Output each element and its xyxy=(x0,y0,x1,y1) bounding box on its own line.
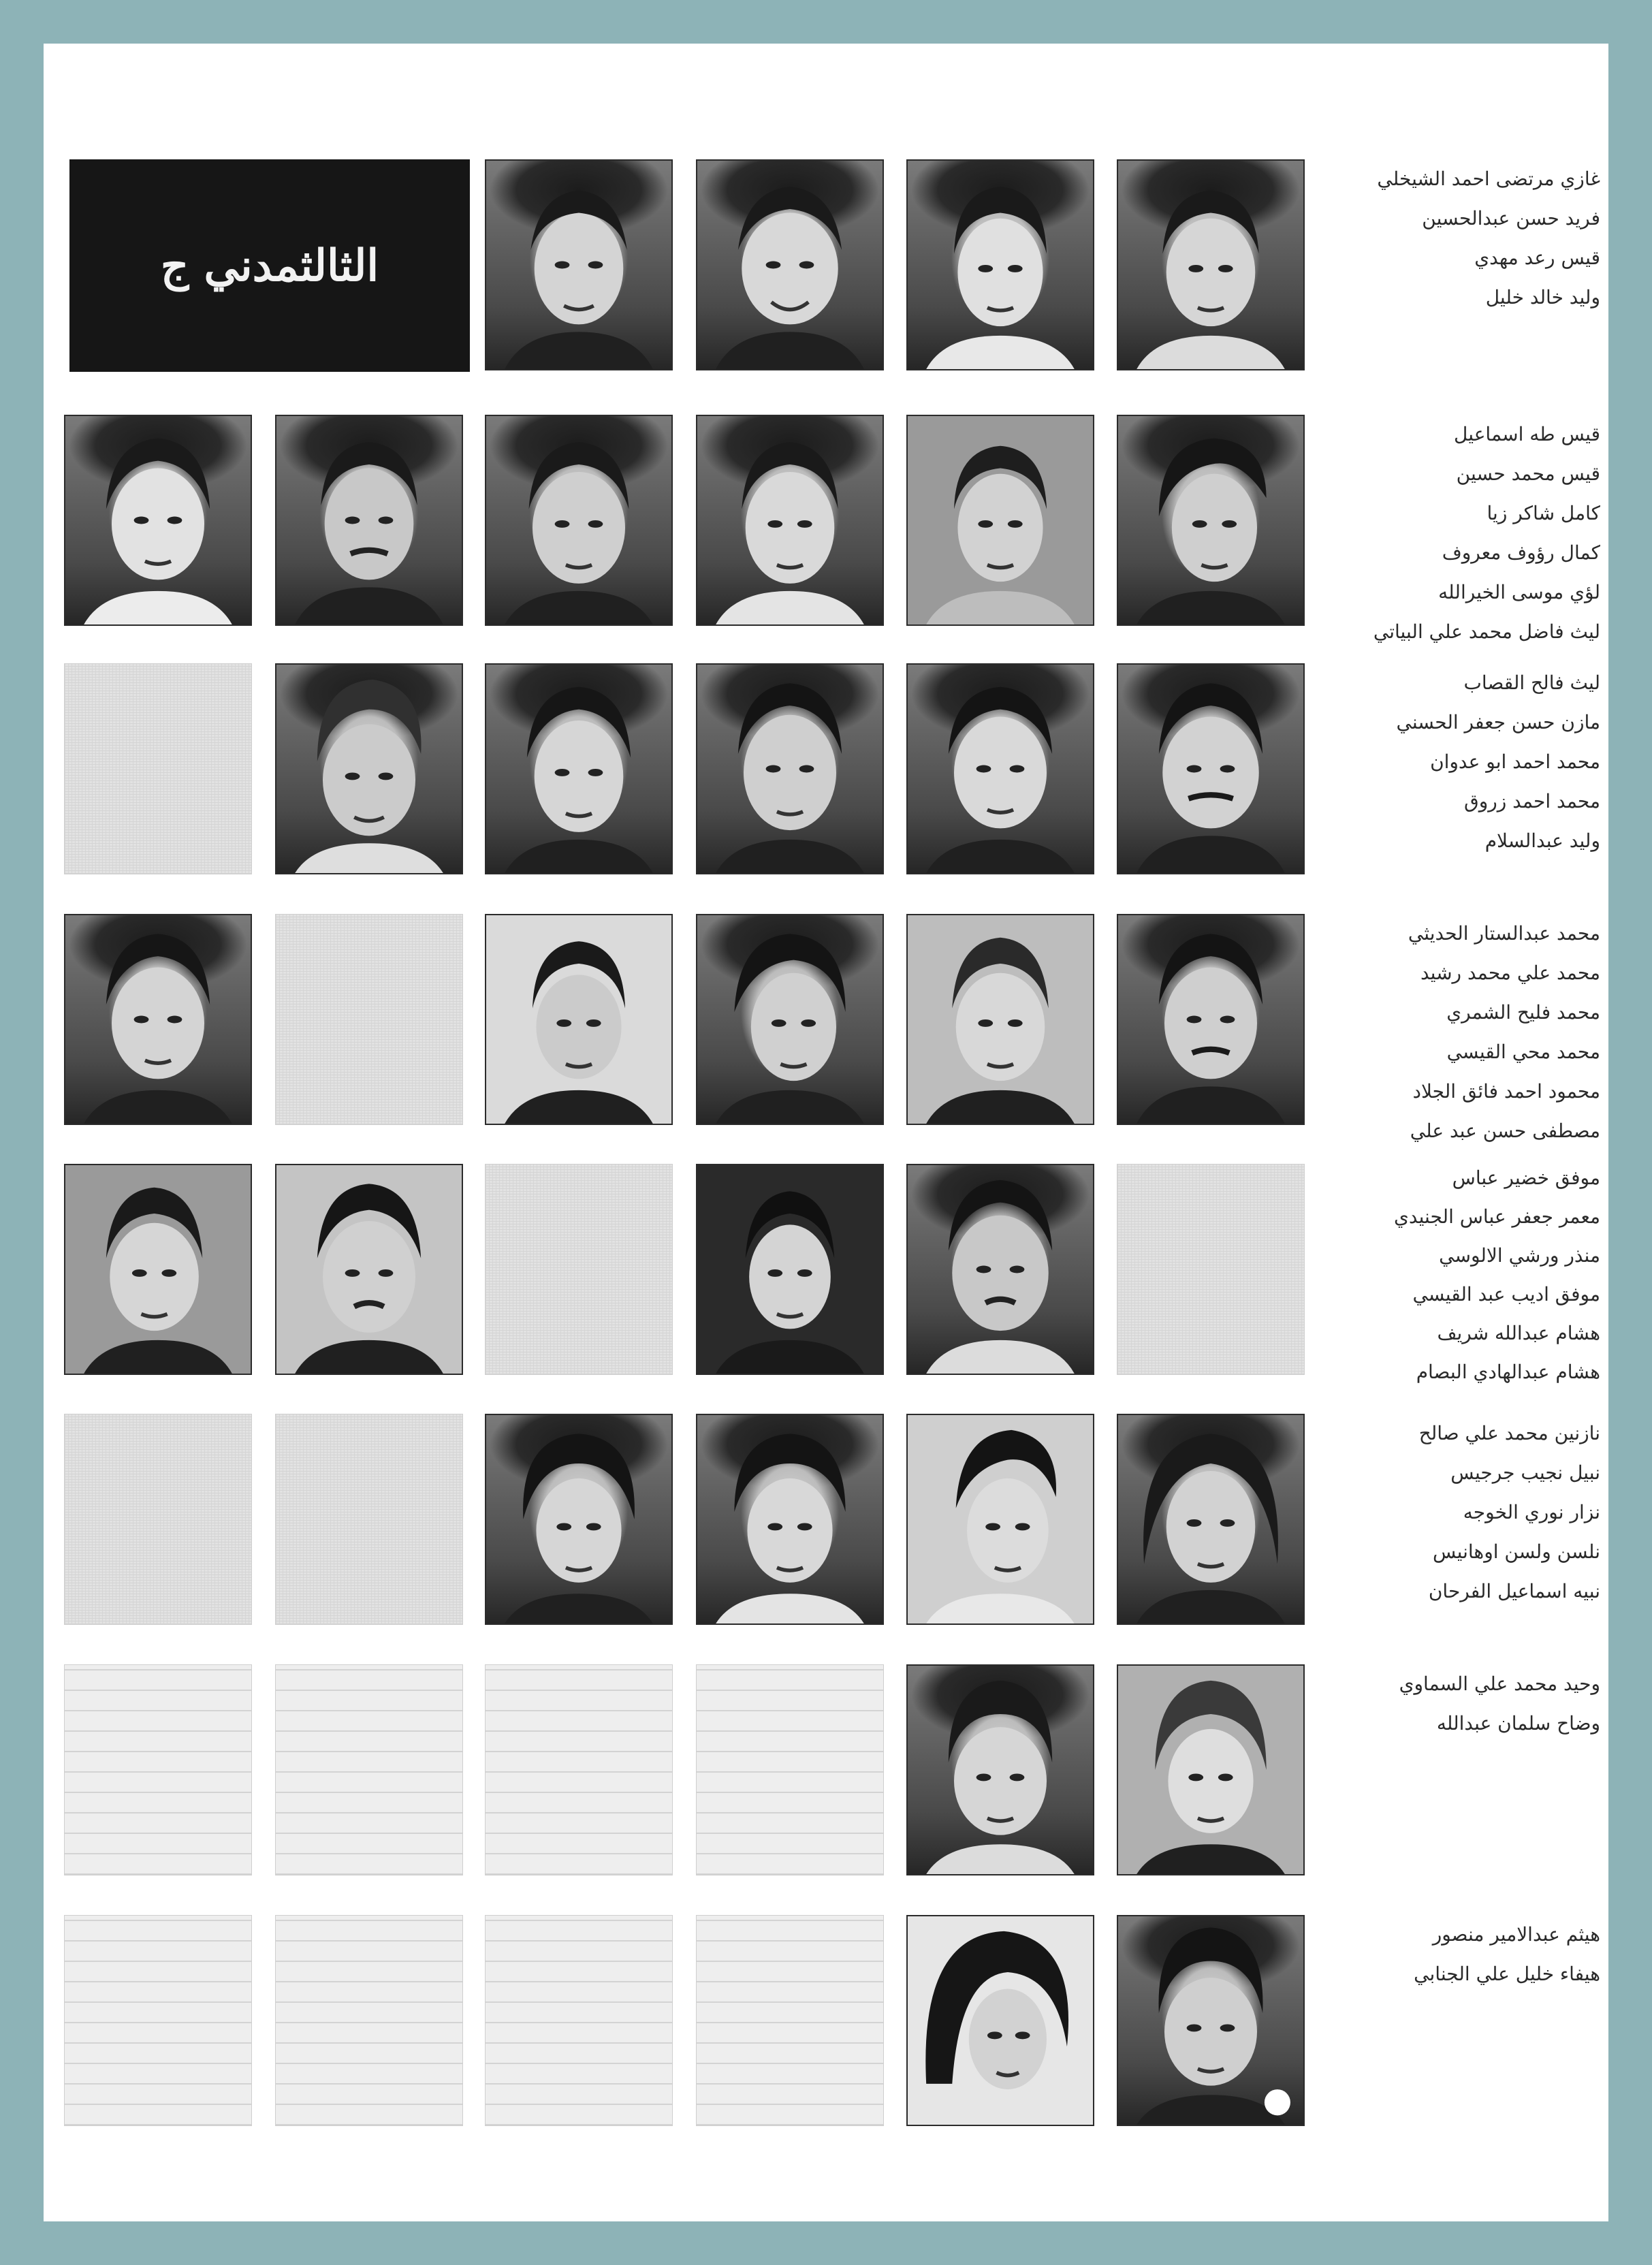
student-name: نزار نوري الخوجه xyxy=(1463,1501,1600,1523)
student-photo xyxy=(696,415,884,626)
student-name: نبيه اسماعيل الفرحان xyxy=(1428,1580,1600,1602)
missing-photo-placeholder xyxy=(64,1915,252,2126)
student-photo xyxy=(696,1414,884,1625)
student-name: نلسن ولسن اوهانيس xyxy=(1432,1540,1600,1563)
student-name: وحيد محمد علي السماوي xyxy=(1399,1673,1600,1695)
student-photo xyxy=(485,1414,673,1625)
student-photo xyxy=(275,415,463,626)
student-photo xyxy=(485,159,673,370)
row-3 xyxy=(44,914,1608,1142)
row-1 xyxy=(44,415,1608,643)
missing-photo-placeholder xyxy=(485,1664,673,1875)
student-name: قيس رعد مهدي xyxy=(1474,247,1600,269)
student-photo xyxy=(485,914,673,1125)
student-photo xyxy=(275,1164,463,1375)
student-name: كمال رؤوف معروف xyxy=(1442,541,1600,564)
missing-photo-placeholder xyxy=(275,1414,463,1625)
missing-photo-placeholder xyxy=(696,1915,884,2126)
student-names-list xyxy=(1328,415,1600,652)
student-name: موفق اديب عبد القيسي xyxy=(1412,1283,1600,1305)
student-photo xyxy=(906,1915,1094,2126)
row-6 xyxy=(44,1664,1608,1877)
student-photo xyxy=(906,415,1094,626)
student-name: محمود احمد فائق الجلاد xyxy=(1412,1080,1600,1103)
missing-photo-placeholder xyxy=(64,663,252,874)
student-photo xyxy=(64,1164,252,1375)
student-names-list xyxy=(1328,1158,1600,1391)
student-photo xyxy=(696,1164,884,1375)
student-photo xyxy=(1117,663,1305,874)
student-name: لؤي موسى الخيرالله xyxy=(1438,581,1600,603)
class-title: الثالثمدني ج xyxy=(160,240,379,291)
student-names-list xyxy=(1328,159,1600,317)
student-name: قيس طه اسماعيل xyxy=(1454,423,1600,445)
student-photo xyxy=(906,663,1094,874)
missing-photo-placeholder xyxy=(275,1664,463,1875)
student-names-list xyxy=(1328,914,1600,1151)
missing-photo-placeholder xyxy=(64,1414,252,1625)
student-name: موفق خضير عباس xyxy=(1452,1167,1600,1189)
student-names-list xyxy=(1328,1915,1600,1994)
student-photo xyxy=(1117,1414,1305,1625)
student-name: ليث فالح القصاب xyxy=(1463,671,1600,694)
student-photo xyxy=(906,1664,1094,1875)
missing-photo-placeholder xyxy=(275,914,463,1125)
student-photo xyxy=(906,159,1094,370)
student-photo xyxy=(1117,1915,1305,2126)
student-photo xyxy=(1117,1664,1305,1875)
student-name: غازي مرتضى احمد الشيخلي xyxy=(1377,168,1600,190)
student-name: نازنين محمد علي صالح xyxy=(1418,1422,1600,1444)
missing-photo-placeholder xyxy=(696,1664,884,1875)
student-photo xyxy=(1117,914,1305,1125)
student-name: مصطفى حسن عبد علي xyxy=(1410,1120,1600,1142)
student-photo xyxy=(64,415,252,626)
student-name: محمد فليح الشمري xyxy=(1446,1001,1600,1024)
row-2 xyxy=(44,663,1608,876)
student-name: هيثم عبدالامير منصور xyxy=(1432,1923,1600,1946)
student-photo xyxy=(696,914,884,1125)
student-name: محمد علي محمد رشيد xyxy=(1420,962,1600,984)
missing-photo-placeholder xyxy=(64,1664,252,1875)
student-photo xyxy=(696,159,884,370)
student-name: كامل شاكر زيا xyxy=(1487,502,1600,524)
student-names-list xyxy=(1328,1664,1600,1743)
missing-photo-placeholder xyxy=(485,1915,673,2126)
student-names-list xyxy=(1328,663,1600,861)
missing-photo-placeholder xyxy=(275,1915,463,2126)
student-name: قيس محمد حسين xyxy=(1456,462,1600,485)
student-photo xyxy=(64,914,252,1125)
class-title-box xyxy=(69,159,470,372)
student-photo xyxy=(906,1164,1094,1375)
student-photo xyxy=(1117,415,1305,626)
student-name: فريد حسن عبدالحسين xyxy=(1422,207,1600,229)
student-name: هيفاء خليل علي الجنابي xyxy=(1414,1963,1600,1985)
student-photo xyxy=(485,415,673,626)
student-name: معمر جعفر عباس الجنيدي xyxy=(1393,1205,1600,1228)
yearbook-page xyxy=(44,44,1608,2221)
student-name: منذر ورشي الالوسي xyxy=(1439,1244,1600,1267)
student-name: وضاح سلمان عبدالله xyxy=(1436,1712,1600,1735)
missing-photo-placeholder xyxy=(485,1164,673,1375)
student-photo xyxy=(275,663,463,874)
student-photo xyxy=(485,663,673,874)
student-name: محمد عبدالستار الحديثي xyxy=(1408,922,1600,945)
student-photo xyxy=(906,914,1094,1125)
student-name: نبيل نجيب جرجيس xyxy=(1450,1461,1600,1484)
student-name: مازن حسن جعفر الحسني xyxy=(1396,711,1600,733)
row-5 xyxy=(44,1414,1608,1626)
student-name: وليد خالد خليل xyxy=(1485,286,1600,308)
student-name: محمد احمد زروق xyxy=(1463,790,1600,812)
row-0 xyxy=(44,159,1608,372)
student-photo xyxy=(1117,159,1305,370)
row-7 xyxy=(44,1915,1608,2127)
student-name: وليد عبدالسلام xyxy=(1484,829,1600,852)
student-name: ليث فاضل محمد علي البياتي xyxy=(1373,620,1600,643)
student-photo xyxy=(906,1414,1094,1625)
missing-photo-placeholder xyxy=(1117,1164,1305,1375)
student-name: هشام عبدالله شريف xyxy=(1437,1322,1600,1344)
student-name: هشام عبدالهادي البصام xyxy=(1416,1361,1600,1383)
row-4 xyxy=(44,1164,1608,1383)
student-names-list xyxy=(1328,1414,1600,1611)
student-name: محمد احمد ابو عدوان xyxy=(1430,750,1600,773)
student-name: محمد محي القيسي xyxy=(1446,1041,1600,1063)
student-photo xyxy=(696,663,884,874)
